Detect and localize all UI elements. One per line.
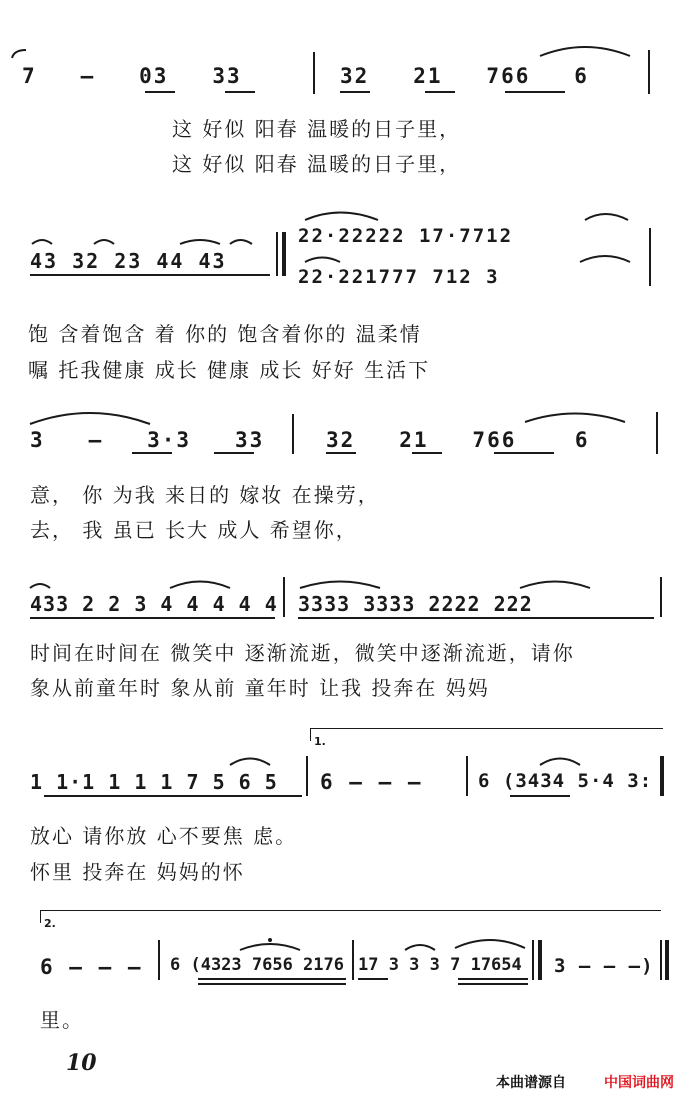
row4-lyric-1: 时间在时间在 微笑中 逐渐流逝，微笑中逐渐流逝，请你 xyxy=(30,641,575,665)
volta-2-number: 2. xyxy=(44,917,56,930)
row3-lyric-1: 意， 你 为我 来日的 嫁妆 在操劳， xyxy=(30,483,380,507)
row5-part1: 1 1·1 1 1 1 7 5 6 5 xyxy=(30,770,278,794)
row5-part2: 6 — — — xyxy=(320,770,423,794)
row6-lyric-1: 里。 xyxy=(40,1008,84,1032)
row1-lyric-1: 这 好似 阳春 温暖的日子里， xyxy=(172,117,462,141)
row4-lyric-2: 象从前童年时 象从前 童年时 让我 投奔在 妈妈 xyxy=(30,676,490,700)
row6-part1: 6 — — — xyxy=(40,955,143,979)
row5-lyric-1: 放心 请你放 心不要焦 虑。 xyxy=(30,824,298,848)
row2-lyric-1: 饱 含着饱含 着 你的 饱含着你的 温柔情 xyxy=(28,322,422,346)
row1-part2: 32 21 766 6 xyxy=(340,64,589,88)
volta-1-number: 1. xyxy=(314,735,326,748)
row5-lyric-2: 怀里 投奔在 妈妈的怀 xyxy=(30,860,245,884)
row6-part4: 3 — — —) xyxy=(554,955,654,977)
row2-upper: 22·22222 17·7712 xyxy=(298,225,514,247)
row3-lyric-2: 去， 我 虽已 长大 成人 希望你， xyxy=(30,518,358,542)
row6-part2: 6 (4323 7656 2176 xyxy=(170,955,344,975)
row2-lower: 22·221777 712 3 xyxy=(298,266,500,288)
page-number: 10 xyxy=(66,1050,97,1076)
row1-part1: 7 — 03 33 xyxy=(22,64,242,88)
footer-source: 本曲谱源自 xyxy=(496,1075,566,1091)
footer-site: 中国词曲网 xyxy=(604,1075,674,1091)
row5-part3: 6 (3434 5·4 3: xyxy=(478,770,653,792)
row6-part3: 17 3 3 3 7 17654 xyxy=(358,955,522,975)
row4-part1: 433 2 2 3 4 4 4 4 4 xyxy=(30,592,278,616)
row4-part2: 3333 3333 2222 222 xyxy=(298,592,533,616)
row2-part1: 43 32 23 44 43 xyxy=(30,249,227,273)
row3-part2: 32 21 766 6 xyxy=(326,428,590,452)
row1-lyric-2: 这 好似 阳春 温暖的日子里， xyxy=(172,152,462,176)
row3-part1: 3 — 3·3 33 xyxy=(30,428,265,452)
row2-lyric-2: 嘱 托我健康 成长 健康 成长 好好 生活下 xyxy=(28,358,431,382)
